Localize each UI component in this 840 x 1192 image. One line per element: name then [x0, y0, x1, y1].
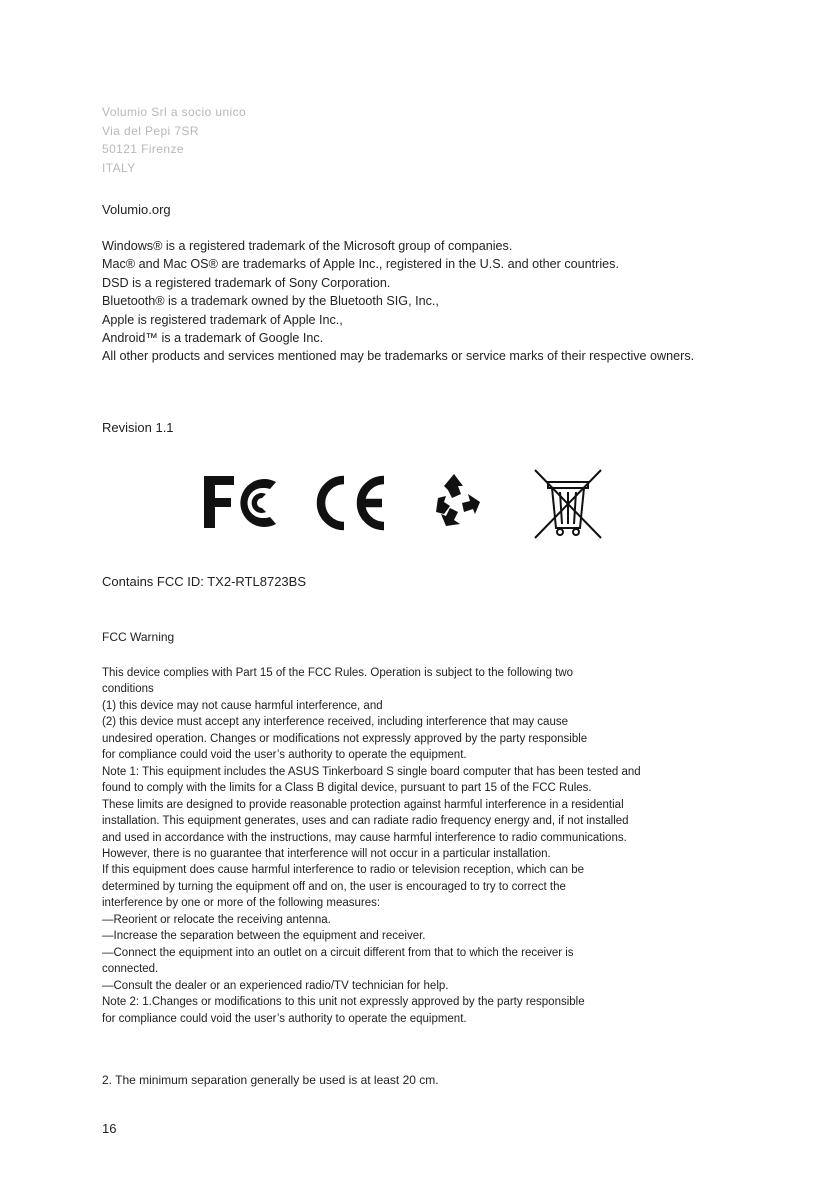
address-line: ITALY	[102, 160, 136, 175]
trademark-line: Windows® is a registered trademark of the Microsoft group of companies.	[102, 239, 513, 253]
compliance-logos	[198, 468, 618, 540]
ce-mark-icon	[321, 480, 384, 526]
address-line: 50121 Firenze	[102, 142, 184, 156]
fcc-line: However, there is no guarantee that interference will not occur in a particular installation.	[102, 847, 551, 860]
fcc-line: —Increase the separation between the equipment and receiver.	[102, 930, 426, 943]
page-number: 16	[102, 1121, 117, 1136]
fcc-line: installation. This equipment generates, uses and can radiate radio frequency energy and, if not installed	[102, 815, 629, 828]
address-line: Volumio Srl a socio unico	[102, 105, 247, 119]
fcc-line: These limits are designed to provide reasonable protection against harmful interference in a residential	[102, 798, 624, 811]
fcc-line: for compliance could void the user’s authority to operate the equipment.	[102, 749, 467, 762]
revision-label: Revision 1.1	[102, 420, 174, 435]
fcc-line: —Consult the dealer or an experienced radio/TV technician for help.	[102, 979, 449, 992]
fcc-line: Note 2: 1.Changes or modifications to this unit not expressly approved by the party responsible	[102, 996, 585, 1009]
trademark-line: DSD is a registered trademark of Sony Corporation.	[102, 275, 391, 290]
fcc-line: undesired operation. Changes or modifications not expressly approved by the party responsible	[102, 732, 588, 745]
trademark-notices	[102, 237, 742, 366]
trademark-line: Bluetooth® is a trademark owned by the Bluetooth SIG, Inc.,	[102, 294, 439, 309]
weee-bin-icon	[535, 470, 601, 538]
fcc-line: found to comply with the limits for a Class B digital device, pursuant to part 15 of the FCC Rules.	[102, 782, 592, 795]
website: Volumio.org	[102, 202, 171, 217]
fcc-line: Note 1: This equipment includes the ASUS Tinkerboard S single board computer that has been tested and	[102, 765, 641, 778]
fcc-line: conditions	[102, 683, 154, 696]
trademark-line: Apple is registered trademark of Apple Inc.,	[102, 312, 343, 327]
trademark-line: Mac® and Mac OS® are trademarks of Apple Inc., registered in the U.S. and other countries.	[102, 257, 619, 272]
fcc-line: connected.	[102, 963, 159, 976]
fcc-logo-icon	[204, 476, 276, 528]
fcc-warning-title: FCC Warning	[102, 630, 175, 644]
fcc-id: Contains FCC ID: TX2-RTL8723BS	[102, 574, 306, 589]
fcc-line: (1) this device may not cause harmful interference, and	[102, 699, 383, 712]
recycle-icon	[436, 474, 480, 526]
fcc-line: and used in accordance with the instructions, may cause harmful interference to radio communications.	[102, 831, 627, 844]
fcc-warning-body	[102, 665, 742, 1027]
min-separation-note: 2. The minimum separation generally be used is at least 20 cm.	[102, 1073, 439, 1087]
fcc-line: interference by one or more of the following measures:	[102, 897, 381, 910]
fcc-line: —Connect the equipment into an outlet on a circuit different from that to which the receiver is	[102, 946, 574, 959]
fcc-line: for compliance could void the user’s authority to operate the equipment.	[102, 1012, 467, 1025]
company-address	[102, 103, 246, 177]
fcc-line: determined by turning the equipment off and on, the user is encouraged to try to correct the	[102, 880, 566, 893]
fcc-line: If this equipment does cause harmful interference to radio or television reception, which can be	[102, 864, 584, 877]
trademark-line: All other products and services mentioned may be trademarks or service marks of their respective owners.	[102, 349, 695, 364]
address-line: Via del Pepi 7SR	[102, 123, 199, 138]
fcc-line: —Reorient or relocate the receiving antenna.	[102, 913, 331, 926]
fcc-line: This device complies with Part 15 of the FCC Rules. Operation is subject to the following two	[102, 667, 574, 679]
fcc-line: (2) this device must accept any interference received, including interference that may cause	[102, 716, 568, 729]
trademark-line: Android™ is a trademark of Google Inc.	[102, 331, 324, 346]
